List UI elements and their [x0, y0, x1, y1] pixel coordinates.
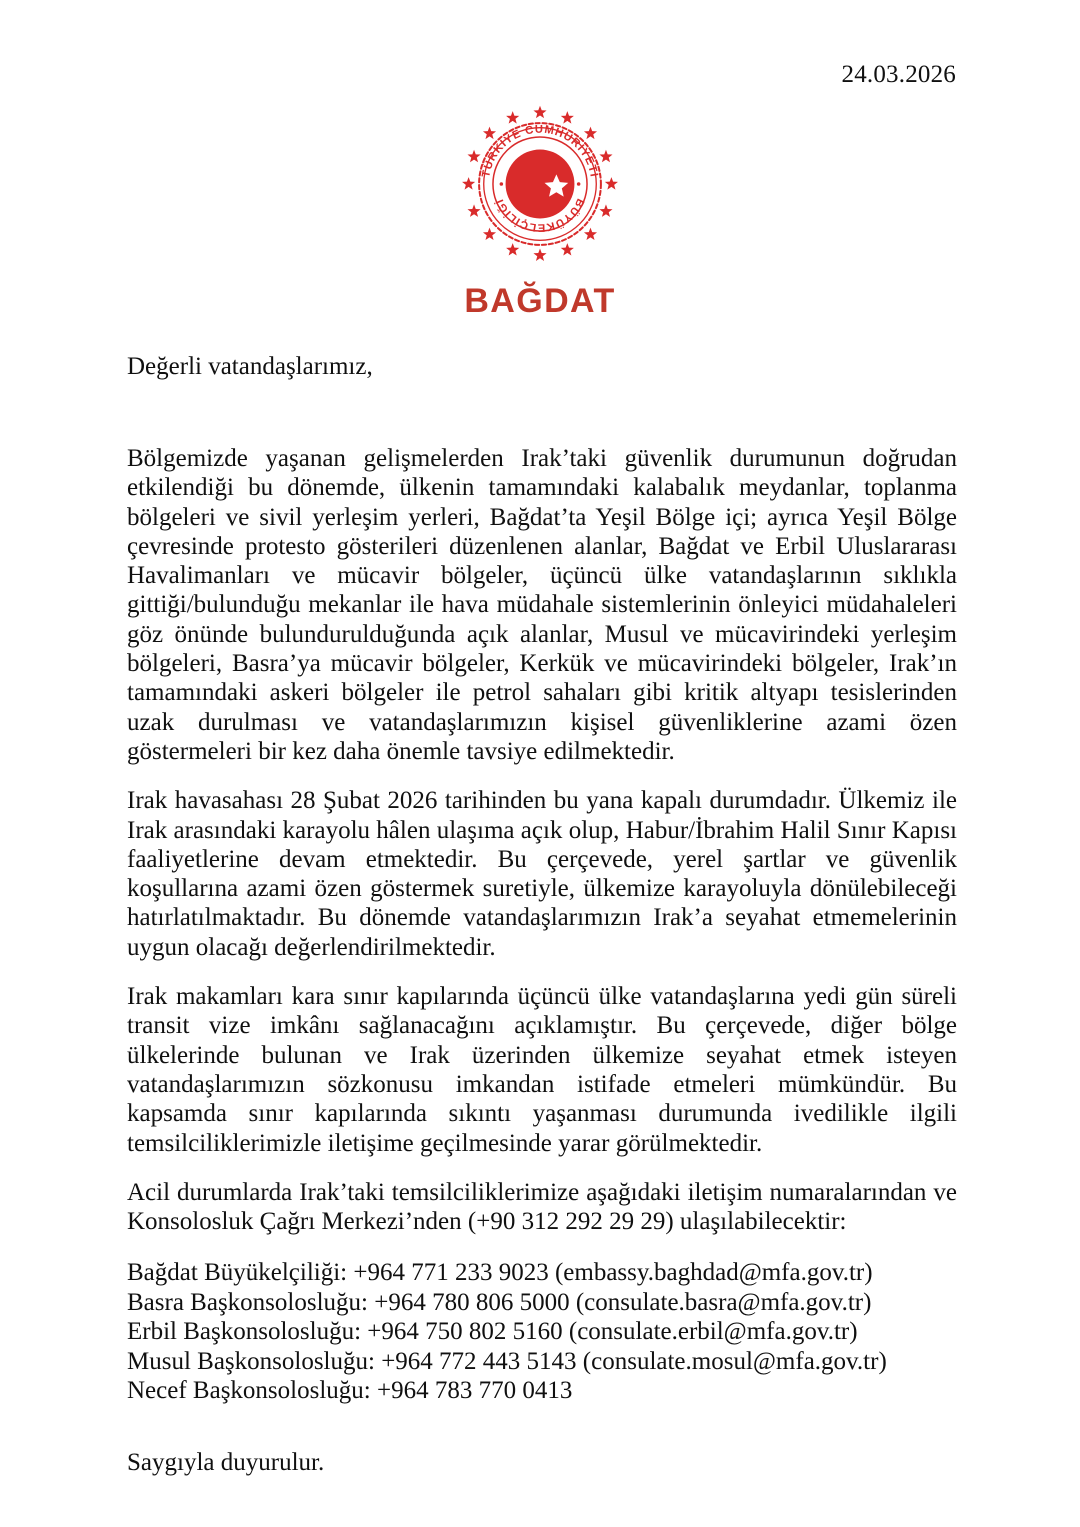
- letter-body: [127, 352, 957, 1478]
- salutation: Değerli vatandaşlarımız,: [127, 353, 373, 380]
- closing-line: Saygıyla duyurulur.: [127, 1448, 325, 1476]
- seal-bottom-text: BÜYÜKELÇİLİĞİ: [493, 196, 587, 234]
- paragraph-1: Bölgemizde yaşanan gelişmelerden Irak’taki güvenlik durumunun doğrudan etkilendiği bu dönemde, ülkenin tamamındaki kalabalık meydanlar, toplanma bölgeleri ve sivil yerleşim yerleri, Bağdat’ta Yeşil Bölge içi; ayrıca Yeşil Bölge çevresinde protesto gösterileri düzenlenen alanlar, Bağdat ve Erbil Uluslararası Havalimanları ve mücavir bölgeler, üçüncü ülke vatandaşlarının sıklıkla gittiği/bulunduğu mekanlar ile hava müdahale sistemlerinin önleyici müdahaleleri göz önünde bulundurulduğunda açık alanlar, Musul ve mücavirindeki yerleşim bölgeleri, Basra’ya mücavir bölgeler, Kerkük ve mücavirindeki bölgeler, Irak’ın tamamındaki askeri bölgeler ile petrol sahaları gibi kritik altyapı tesislerinden uzak durulması ve vatandaşlarımızın kişisel güvenliklerine azami özen göstermeleri bir kez daha önemle tavsiye edilmektedir.: [127, 445, 957, 765]
- post-name-heading: BAĞDAT: [464, 282, 616, 320]
- turkish-republic-embassy-seal-icon: [456, 100, 624, 268]
- seal-top-text: TÜRKİYE CUMHURİYETİ: [480, 123, 600, 179]
- list-item: Erbil Başkonsolosluğu: +964 750 802 5160 (consulate.erbil@mfa.gov.tr): [127, 1318, 858, 1346]
- letterhead: [0, 100, 1080, 320]
- list-item: Basra Başkonsolosluğu: +964 780 806 5000 (consulate.basra@mfa.gov.tr): [127, 1288, 872, 1316]
- contact-list: [127, 1258, 957, 1406]
- list-item: Necef Başkonsolosluğu: +964 783 770 0413: [127, 1377, 573, 1405]
- list-item: Musul Başkonsolosluğu: +964 772 443 5143 (consulate.mosul@mfa.gov.tr): [127, 1347, 887, 1375]
- paragraph-4: Acil durumlarda Irak’taki temsilciliklerimize aşağıdaki iletişim numaralarından ve Konsolosluk Çağrı Merkezi’nden (+90 312 292 29 29) ulaşılabilecektir:: [127, 1178, 957, 1236]
- document-date: 24.03.2026: [841, 61, 956, 88]
- paragraph-3: Irak makamları kara sınır kapılarında üçüncü ülke vatandaşlarına yedi gün süreli transit vize imkânı sağlanacağını açıklamıştır. Bu çerçevede, diğer bölge ülkelerinde bulunan ve Irak üzerinden ülkemize seyahat etmek isteyen vatandaşlarımızın sözkonusu imkandan istifade etmeleri mümkündür. Bu kapsamda sınır kapılarında sıkıntı yaşanması durumunda ivedilikle ilgili temsilciliklerimizle iletişime geçilmesinde yarar görülmektedir.: [127, 983, 957, 1157]
- paragraph-2: Irak havasahası 28 Şubat 2026 tarihinden bu yana kapalı durumdadır. Ülkemiz ile Irak arasındaki karayolu hâlen ulaşıma açık olup, Habur/İbrahim Halil Sınır Kapısı faaliyetlerine devam etmektedir. Bu çerçevede, yerel şartlar ve güvenlik koşullarına azami özen göstermek suretiyle, ülkemize karayoluyla dönülebileceği hatırlatılmaktadır. Bu dönemde vatandaşlarımızın Irak’a seyahat etmemelerinin uygun olacağı değerlendirilmektedir.: [127, 787, 957, 961]
- list-item: Bağdat Büyükelçiliği: +964 771 233 9023 (embassy.baghdad@mfa.gov.tr): [127, 1259, 873, 1287]
